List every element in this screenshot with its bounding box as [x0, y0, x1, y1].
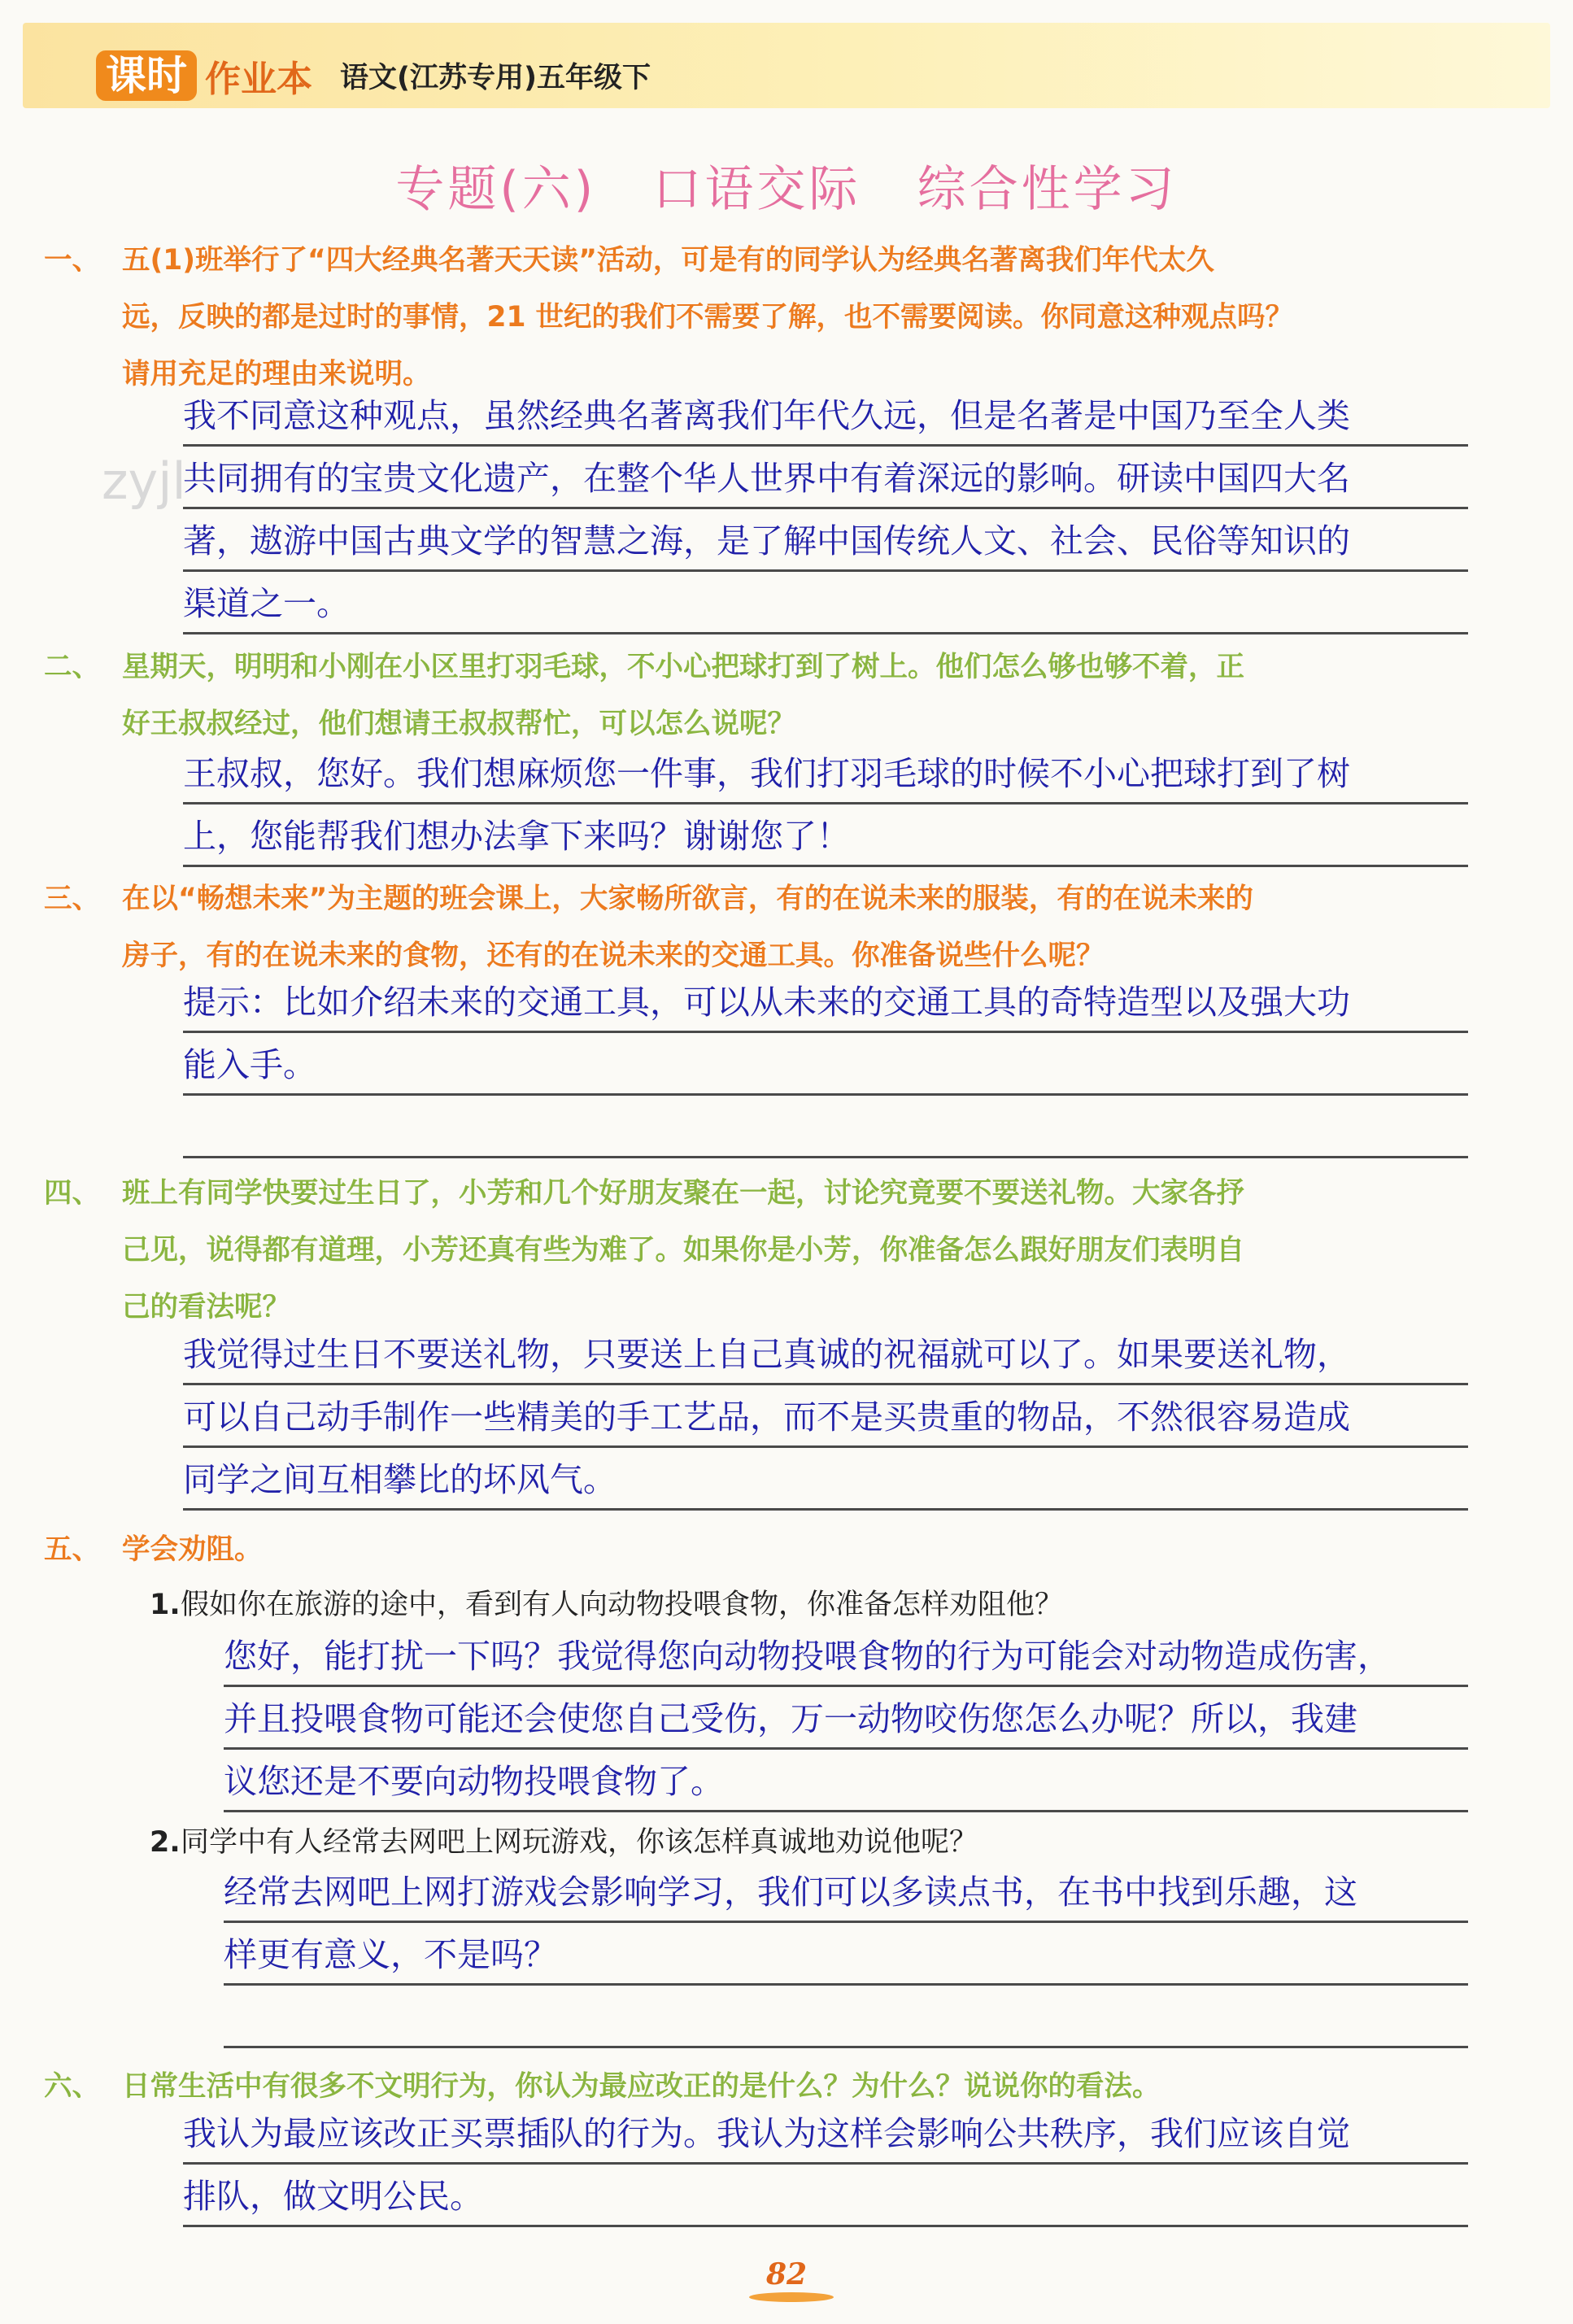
book-subtitle: 语文(江苏专用)五年级下 [340, 62, 651, 94]
answer-line: 经常去网吧上网打游戏会影响学习，我们可以多读点书，在书中找到乐趣，这 [224, 1860, 1468, 1923]
answer-6 [183, 2102, 1468, 2227]
question-line: 房子，有的在说未来的食物，还有的在说未来的交通工具。你准备说些什么呢？ [122, 940, 1105, 972]
question-number: 一、 [44, 244, 100, 277]
question-number: 四、 [44, 1177, 100, 1210]
page-number: 82 [765, 2257, 808, 2291]
brand-logo: 课时 [96, 50, 197, 101]
question-1 [44, 232, 1472, 403]
answer-line-blank [224, 1986, 1468, 2048]
answer-line: 同学之间互相攀比的坏风气。 [183, 1448, 1468, 1511]
subquestion-number: 2. [150, 1826, 181, 1859]
answer-line: 著，遨游中国古典文学的智慧之海，是了解中国传统人文、社会、民俗等知识的 [183, 509, 1468, 572]
question-4 [44, 1165, 1472, 1336]
watermark: zyjl [102, 451, 186, 511]
question-line: 日常生活中有很多不文明行为，你认为最应改正的是什么？为什么？说说你的看法。 [122, 2070, 1161, 2103]
page-title: 专题(六) 口语交际 综合性学习 [395, 161, 1178, 218]
answer-line: 渠道之一。 [183, 572, 1468, 634]
question-3 [44, 870, 1472, 984]
question-number: 三、 [44, 883, 100, 915]
answer-line: 提示：比如介绍未来的交通工具，可以从未来的交通工具的奇特造型以及强大功 [183, 970, 1468, 1033]
answer-line: 共同拥有的宝贵文化遗产，在整个华人世界中有着深远的影响。研读中国四大名 [183, 447, 1468, 509]
answer-line: 可以自己动手制作一些精美的手工艺品，而不是买贵重的物品，不然很容易造成 [183, 1385, 1468, 1448]
question-number: 五、 [44, 1533, 100, 1566]
answer-line: 我觉得过生日不要送礼物，只要送上自己真诚的祝福就可以了。如果要送礼物， [183, 1323, 1468, 1385]
question-number: 二、 [44, 651, 100, 683]
question-line: 远，反映的都是过时的事情，21 世纪的我们不需要了解，也不需要阅读。你同意这种观点吗？ [122, 301, 1294, 334]
answer-5-1 [224, 1624, 1468, 1812]
question-2 [44, 639, 1472, 752]
answer-line: 排队，做文明公民。 [183, 2165, 1468, 2227]
answer-2 [183, 742, 1468, 867]
answer-line: 我认为最应该改正买票插队的行为。我认为这样会影响公共秩序，我们应该自觉 [183, 2102, 1468, 2165]
question-line: 请用充足的理由来说明。 [122, 358, 431, 390]
answer-line-blank [183, 1096, 1468, 1158]
answer-line: 样更有意义，不是吗？ [224, 1923, 1468, 1986]
subquestion-text: 同学中有人经常去网吧上网玩游戏，你该怎样真诚地劝说他呢？ [181, 1826, 978, 1859]
question-number: 六、 [44, 2070, 100, 2103]
subquestion-text: 假如你在旅游的途中，看到有人向动物投喂食物，你准备怎样劝阻他？ [181, 1589, 1064, 1621]
question-5 [44, 1521, 1472, 1578]
question-line: 在以“畅想未来”为主题的班会课上，大家畅所欲言，有的在说未来的服装，有的在说未来的 [122, 883, 1253, 915]
answer-line: 能入手。 [183, 1033, 1468, 1096]
question-line: 五(1)班举行了“四大经典名著天天读”活动，可是有的同学认为经典名著离我们年代太久 [122, 244, 1214, 277]
answer-line: 我不同意这种观点，虽然经典名著离我们年代久远，但是名著是中国乃至全人类 [183, 384, 1468, 447]
question-line: 己见，说得都有道理，小芳还真有些为难了。如果你是小芳，你准备怎么跟好朋友们表明自 [122, 1234, 1244, 1267]
brand [96, 47, 651, 104]
answer-5-2 [224, 1860, 1468, 2048]
answer-3 [183, 970, 1468, 1158]
answer-line: 并且投喂食物可能还会使您自己受伤，万一动物咬伤您怎么办呢？所以，我建 [224, 1687, 1468, 1750]
subquestion-number: 1. [150, 1589, 181, 1621]
answer-4 [183, 1323, 1468, 1511]
question-line: 星期天，明明和小刚在小区里打羽毛球，不小心把球打到了树上。他们怎么够也够不着，正 [122, 651, 1244, 683]
question-line: 好王叔叔经过，他们想请王叔叔帮忙，可以怎么说呢？ [122, 708, 795, 740]
question-line: 班上有同学快要过生日了，小芳和几个好朋友聚在一起，讨论究竟要不要送礼物。大家各抒 [122, 1177, 1244, 1210]
page-number-decoration [749, 2292, 834, 2302]
question-line: 学会劝阻。 [122, 1533, 263, 1566]
answer-1 [183, 384, 1468, 634]
answer-line: 上，您能帮我们想办法拿下来吗？谢谢您了！ [183, 804, 1468, 867]
answer-line: 王叔叔，您好。我们想麻烦您一件事，我们打羽毛球的时候不小心把球打到了树 [183, 742, 1468, 804]
question-line: 己的看法呢？ [122, 1291, 290, 1323]
brand-name: 作业本 [205, 59, 312, 100]
answer-line: 您好，能打扰一下吗？我觉得您向动物投喂食物的行为可能会对动物造成伤害， [224, 1624, 1468, 1687]
answer-line: 议您还是不要向动物投喂食物了。 [224, 1750, 1468, 1812]
